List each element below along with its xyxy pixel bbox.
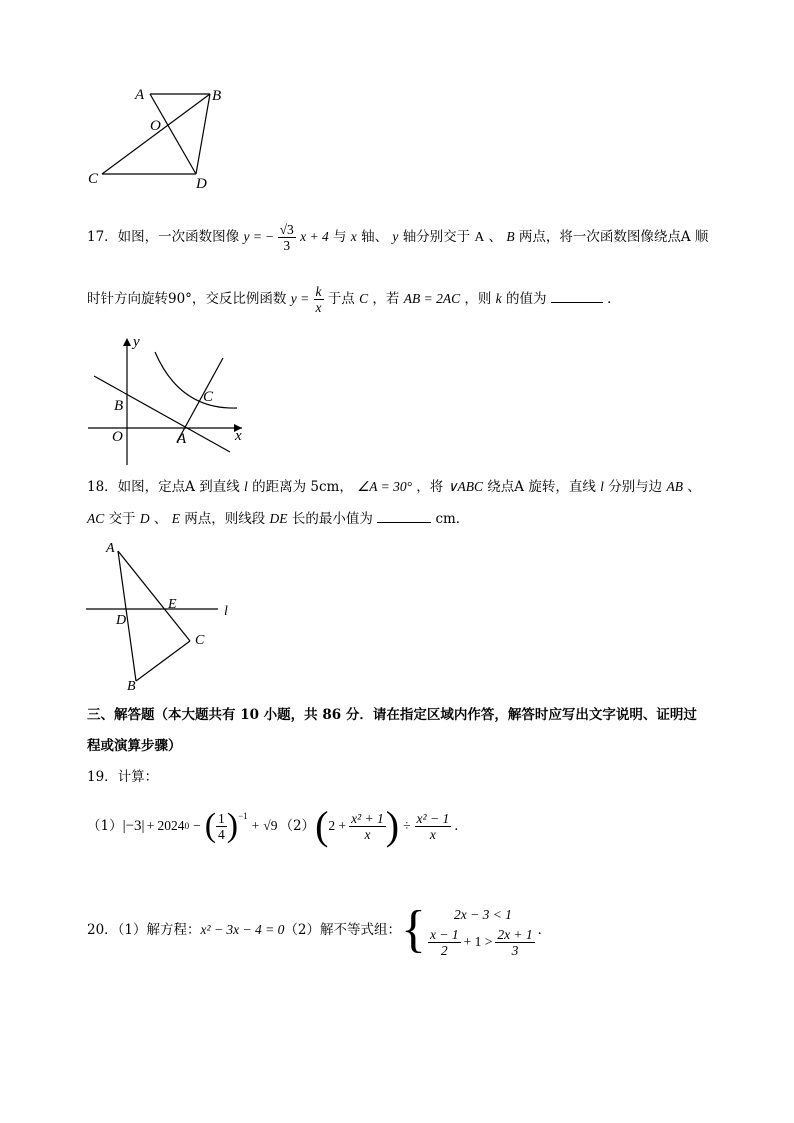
q17-eq: =: [253, 229, 262, 244]
q20-n1: x − 1: [429, 926, 459, 942]
question-19-title: 19．计算：: [87, 769, 159, 785]
label-c: C: [203, 389, 214, 405]
q20-d2: 3: [511, 942, 519, 958]
q18-de: DE: [269, 511, 288, 526]
q18-unit: cm．: [435, 511, 470, 527]
q19-left-paren: (: [204, 807, 217, 844]
q18-d: 绕点A 旋转，直线: [487, 479, 596, 495]
q20-frac2: [495, 927, 534, 958]
side-bc: [136, 641, 190, 681]
line-ac: [177, 358, 223, 442]
q19-sqrt9: √9: [263, 818, 278, 833]
q18-h: 、: [153, 511, 168, 527]
label-a: A: [106, 541, 115, 556]
q17-a: A: [474, 229, 485, 244]
section-3-heading-line-2: 程或演算步骤）: [87, 738, 182, 754]
q19-den1: x: [364, 826, 371, 842]
q19-plus-2024: + 2024: [146, 818, 185, 833]
q20-d1: 2: [440, 942, 448, 958]
q19-right-paren: ): [226, 807, 239, 844]
q17-c: C: [359, 291, 369, 306]
section-3-heading-line-1: 三、解答题（本大题共有 10 小题，共 86 分．请在指定区域内作答，解答时应写出文字说明、证明过: [87, 707, 697, 723]
q20-equation: x² − 3x − 4 = 0: [200, 922, 285, 937]
q17-x4: x + 4: [300, 229, 329, 244]
q18-g: 交于: [108, 511, 136, 527]
q18-ac: AC: [87, 511, 105, 526]
label-l: l: [224, 604, 228, 619]
q17-t1: 与: [333, 229, 347, 245]
question-17-line-1: [87, 222, 708, 253]
label-o: O: [112, 429, 123, 445]
q17-t2: 轴、: [361, 229, 389, 245]
question-18-line-2: [87, 508, 469, 529]
q18-d-pt: D: [139, 511, 150, 526]
segment-bc: [102, 94, 210, 174]
q19-plus: +: [251, 818, 260, 833]
q17-t4: 、: [488, 229, 503, 245]
segment-bd: [196, 94, 210, 174]
q19-end: ．: [454, 818, 468, 834]
question-19-expressions: [87, 803, 468, 848]
hyperbola: [155, 352, 237, 408]
q18-angle: ∠A = 30°: [357, 479, 412, 494]
q19-frac1: [349, 811, 386, 842]
q17-l2e: 的值为: [505, 291, 547, 307]
q17-l2d: ，则: [464, 291, 492, 307]
q17-k: k: [315, 284, 322, 299]
q18-tri: ∨ABC: [447, 479, 483, 494]
q17-cond: AB = 2AC: [403, 291, 461, 306]
q18-e: 分别与边: [608, 479, 663, 495]
y-axis-arrow: [123, 338, 131, 346]
q18-a: 18．如图，定点A 到直线: [87, 479, 240, 495]
q17-yaxis: y: [392, 229, 399, 244]
q19-one: 1: [218, 810, 225, 826]
figure-q17: [80, 330, 260, 470]
label-b: B: [212, 88, 222, 104]
q17-k-fraction: [314, 284, 324, 315]
label-e: E: [168, 597, 177, 612]
q17-b: B: [506, 229, 515, 244]
q17-y2: y =: [290, 291, 310, 306]
q20-frac1: [428, 927, 461, 958]
label-a: A: [177, 431, 187, 447]
label-c: C: [88, 171, 99, 187]
q19-quarter: [216, 811, 227, 842]
q17-l2c: ，若: [372, 291, 400, 307]
q20-ineq1: 2x − 3 < 1: [453, 906, 512, 922]
q18-l2: l: [600, 479, 604, 494]
label-d: D: [116, 613, 127, 628]
q17-y: y: [243, 229, 250, 244]
q19-num1: x² + 1: [351, 810, 384, 826]
label-x: x: [235, 428, 242, 444]
q20-brace: {: [401, 901, 426, 958]
q19-exp-minus1: −1: [238, 811, 248, 821]
q20-mid: + 1 >: [463, 934, 493, 949]
q18-f: 、: [687, 479, 701, 495]
label-o: O: [150, 118, 161, 134]
label-a: A: [135, 87, 145, 103]
question-20: [87, 895, 551, 965]
label-b: B: [127, 679, 136, 694]
q18-j: 长的最小值为: [291, 511, 373, 527]
q19-exp0: 0: [184, 821, 190, 831]
q19-part2-label: （2）: [279, 818, 316, 834]
q20-part1: 20．（1）解方程：: [87, 922, 201, 938]
q17-l2b: 于点: [327, 291, 355, 307]
q19-minus: −: [193, 818, 201, 833]
label-c: C: [195, 633, 205, 648]
q20-n2: 2x + 1: [497, 926, 533, 942]
q20-end: ．: [537, 922, 552, 938]
q19-frac2: [415, 811, 452, 842]
q17-end: ．: [607, 291, 621, 307]
q17-sqrt3: √3: [279, 222, 294, 237]
q19-part1-label: （1）: [87, 818, 123, 834]
q18-b: 的距离为 5cm，: [252, 479, 353, 495]
q18-l: l: [244, 479, 248, 494]
q19-div: ÷: [403, 818, 411, 833]
q17-fraction: [278, 222, 296, 253]
q20-part2: （2）解不等式组：: [284, 922, 401, 938]
q17-minus: −: [265, 229, 274, 244]
answer-blank-17[interactable]: [551, 288, 603, 303]
q18-e-pt: E: [171, 511, 180, 526]
q18-c: ，将: [416, 479, 444, 495]
q17-den3: 3: [283, 238, 291, 253]
figure-q16: [80, 82, 240, 194]
q17-xden: x: [315, 300, 322, 315]
q17-t5: 两点，将一次函数图像绕点A 顺: [518, 229, 709, 245]
q18-ab: AB: [666, 479, 683, 494]
q19-abs: |−3|: [122, 818, 145, 834]
q19-right-paren-2: ): [385, 803, 400, 848]
question-18-line-1: [87, 477, 701, 497]
q19-num2: x² − 1: [416, 810, 450, 826]
label-d: D: [196, 176, 207, 192]
answer-blank-18[interactable]: [377, 508, 431, 523]
question-17-line-2: [87, 284, 621, 315]
label-b: B: [114, 398, 124, 414]
q19-left-paren-2: (: [315, 803, 329, 848]
label-y: y: [133, 334, 140, 350]
q19-four: 4: [218, 826, 225, 842]
q19-den2: x: [429, 826, 436, 842]
q18-i: 两点，则线段: [184, 511, 266, 527]
q19-two-plus: 2 +: [328, 818, 347, 833]
q20-system: [428, 903, 535, 958]
q17-l2a: 时针方向旋转90°，交反比例函数: [87, 291, 287, 307]
q17-t3: 轴分别交于: [402, 229, 471, 245]
q20-ineq2: [428, 927, 535, 958]
figure-q18: [80, 535, 250, 695]
q17-xaxis: x: [350, 229, 357, 244]
q17-kvar: k: [495, 291, 502, 306]
q17-number: 17．如图，一次函数图像: [87, 229, 240, 245]
